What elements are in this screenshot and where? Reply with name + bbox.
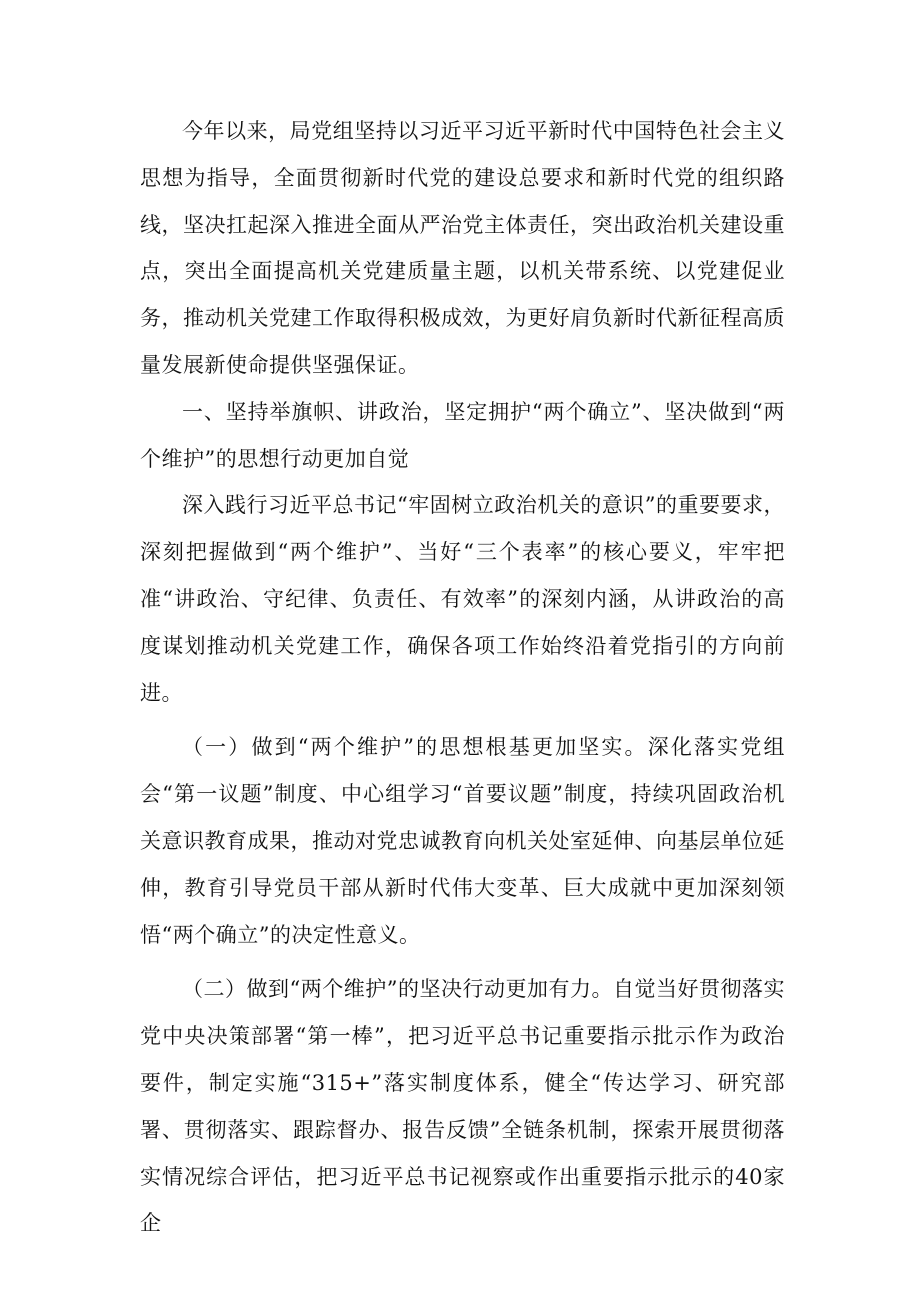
section-1-paragraph: 深入践行习近平总书记“牢固树立政治机关的意识”的重要要求，深刻把握做到“两个维护”、当好“三个表率”的核心要义，牢牢把准“讲政治、守纪律、负责任、有效率”的深刻内涵，从讲政治的高度谋划推动机关党建工作，确保各项工作始终沿着党指引的方向前进。 xyxy=(140,493,785,705)
section-heading-1: 一、坚持举旗帜、讲政治，坚定拥护“两个确立”、坚决做到“两个维护”的思想行动更加自觉 xyxy=(140,399,785,471)
subsection-2-paragraph: （二）做到“两个维护”的坚决行动更加有力。自觉当好贯彻落实党中央决策部署“第一棒”，把习近平总书记重要指示批示作为政治要件，制定实施“315+”落实制度体系，健全“传达学习、研究部署、贯彻落实、跟踪督办、报告反馈”全链条机制，探索开展贯彻落实情况综合评估，把习近平总书记视察或作出重要指示批示的40家企 xyxy=(140,977,785,1236)
paragraph-spacer xyxy=(140,958,785,966)
intro-paragraph: 今年以来，局党组坚持以习近平习近平新时代中国特色社会主义思想为指导，全面贯彻新时代党的建设总要求和新时代党的组织路线，坚决扛起深入推进全面从严治党主体责任，突出政治机关建设重点，突出全面提高机关党建质量主题，以机关带系统、以党建促业务，推动机关党建工作取得积极成效，为更好肩负新时代新征程高质量发展新使命提供坚强保证。 xyxy=(140,119,785,377)
paragraph-spacer xyxy=(140,716,785,724)
subsection-1-paragraph: （一）做到“两个维护”的思想根基更加坚实。深化落实党组会“第一议题”制度、中心组学习“首要议题”制度，持续巩固政治机关意识教育成果，推动对党忠诚教育向机关处室延伸、向基层单位延伸，教育引导党员干部从新时代伟大变革、巨大成就中更加深刻领悟“两个确立”的决定性意义。 xyxy=(140,735,785,947)
document-body xyxy=(140,108,785,1247)
